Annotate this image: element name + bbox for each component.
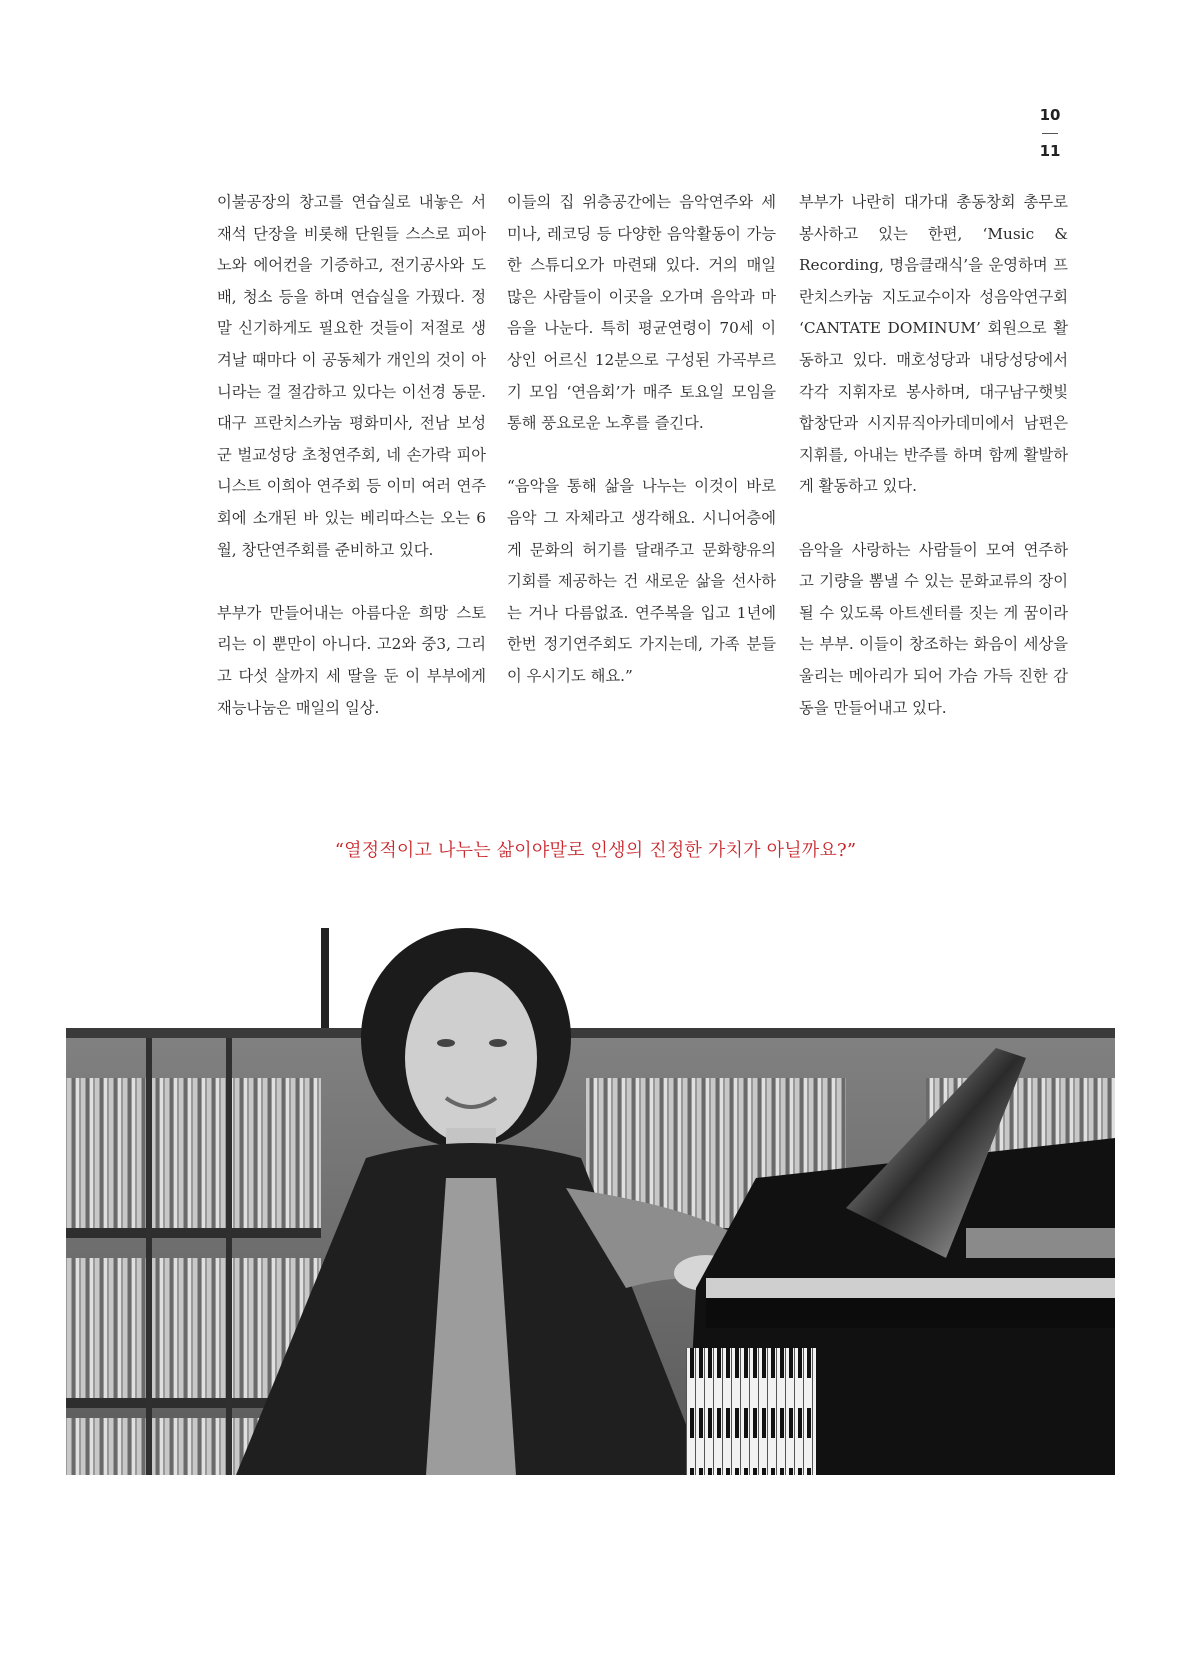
portrait-photo xyxy=(66,928,1115,1475)
paragraph: 이불공장의 창고를 연습실로 내놓은 서재석 단장을 비롯해 단원들 스스로 피아노와 에어컨을 기증하고, 전기공사와 도배, 청소 등을 하며 연습실을 가꿨다. 정말 신기하게도 필요한 것들이 저절로 생겨날 때마다 이 공동체가 개인의 것이 아니라는 걸 절감하고 있다는 이선경 동문. 대구 프란치스카눔 평화미사, 전남 보성군 벌교성당 초청연주회, 네 손가락 피아니스트 이희아 연주회 등 이미 여러 연주회에 소개된 바 있는 베리따스는 오는 6월, 창단연주회를 준비하고 있다. xyxy=(217,193,486,559)
paragraph: 부부가 만들어내는 아름다운 희망 스토리는 이 뿐만이 아니다. 고2와 중3, 그리고 다섯 살까지 세 딸을 둔 이 부부에게 재능나눔은 매일의 일상. xyxy=(217,603,486,717)
text-column-3 xyxy=(799,187,1068,724)
paragraph: 이들의 집 위층공간에는 음악연주와 세미나, 레코딩 등 다양한 음악활동이 가능한 스튜디오가 마련돼 있다. 거의 매일 많은 사람들이 이곳을 오가며 음악과 마음을 나눈다. 특히 평균연령이 70세 이상인 어르신 12분으로 구성된 가곡부르기 모임 ‘연음회’가 매주 토요일 모임을 통해 풍요로운 노후를 즐긴다. xyxy=(507,193,776,433)
quote-paragraph: “음악을 통해 삶을 나누는 이것이 바로 음악 그 자체라고 생각해요. 시니어층에게 문화의 허기를 달래주고 문화향유의 기회를 제공하는 건 새로운 삶을 선사하는 거나 다름없죠. 연주복을 입고 1년에 한번 정기연주회도 가지는데, 가족 분들이 우시기도 해요.” xyxy=(507,477,776,685)
pull-quote: “열정적이고 나누는 삶이야말로 인생의 진정한 가치가 아닐까요?” xyxy=(334,840,857,861)
page-numbers xyxy=(1035,108,1065,159)
text-column-2 xyxy=(507,187,776,693)
paragraph: 음악을 사랑하는 사람들이 모여 연주하고 기량을 뽐낼 수 있는 문화교류의 장이 될 수 있도록 아트센터를 짓는 게 꿈이라는 부부. 이들이 창조하는 화음이 세상을 울리는 메아리가 되어 가슴 가득 진한 감동을 만들어내고 있다. xyxy=(799,540,1068,717)
page-number-divider xyxy=(1042,133,1058,134)
page-number-left: 10 xyxy=(1039,106,1061,124)
paragraph: 부부가 나란히 대가대 총동창회 총무로 봉사하고 있는 한편, ‘Music & Recording, 명음클래식’을 운영하며 프란치스카눔 지도교수이자 성음악연구회 ‘CANTATE DOMINUM’ 회원으로 활동하고 있다. 매호성당과 내당성당에서 각각 지휘자로 봉사하며, 대구남구햇빛합창단과 시지뮤직아카데미에서 남편은 지휘를, 아내는 반주를 하며 함께 활발하게 활동하고 있다. xyxy=(799,193,1068,496)
page-number-right: 11 xyxy=(1039,142,1061,160)
text-column-1 xyxy=(217,187,486,724)
